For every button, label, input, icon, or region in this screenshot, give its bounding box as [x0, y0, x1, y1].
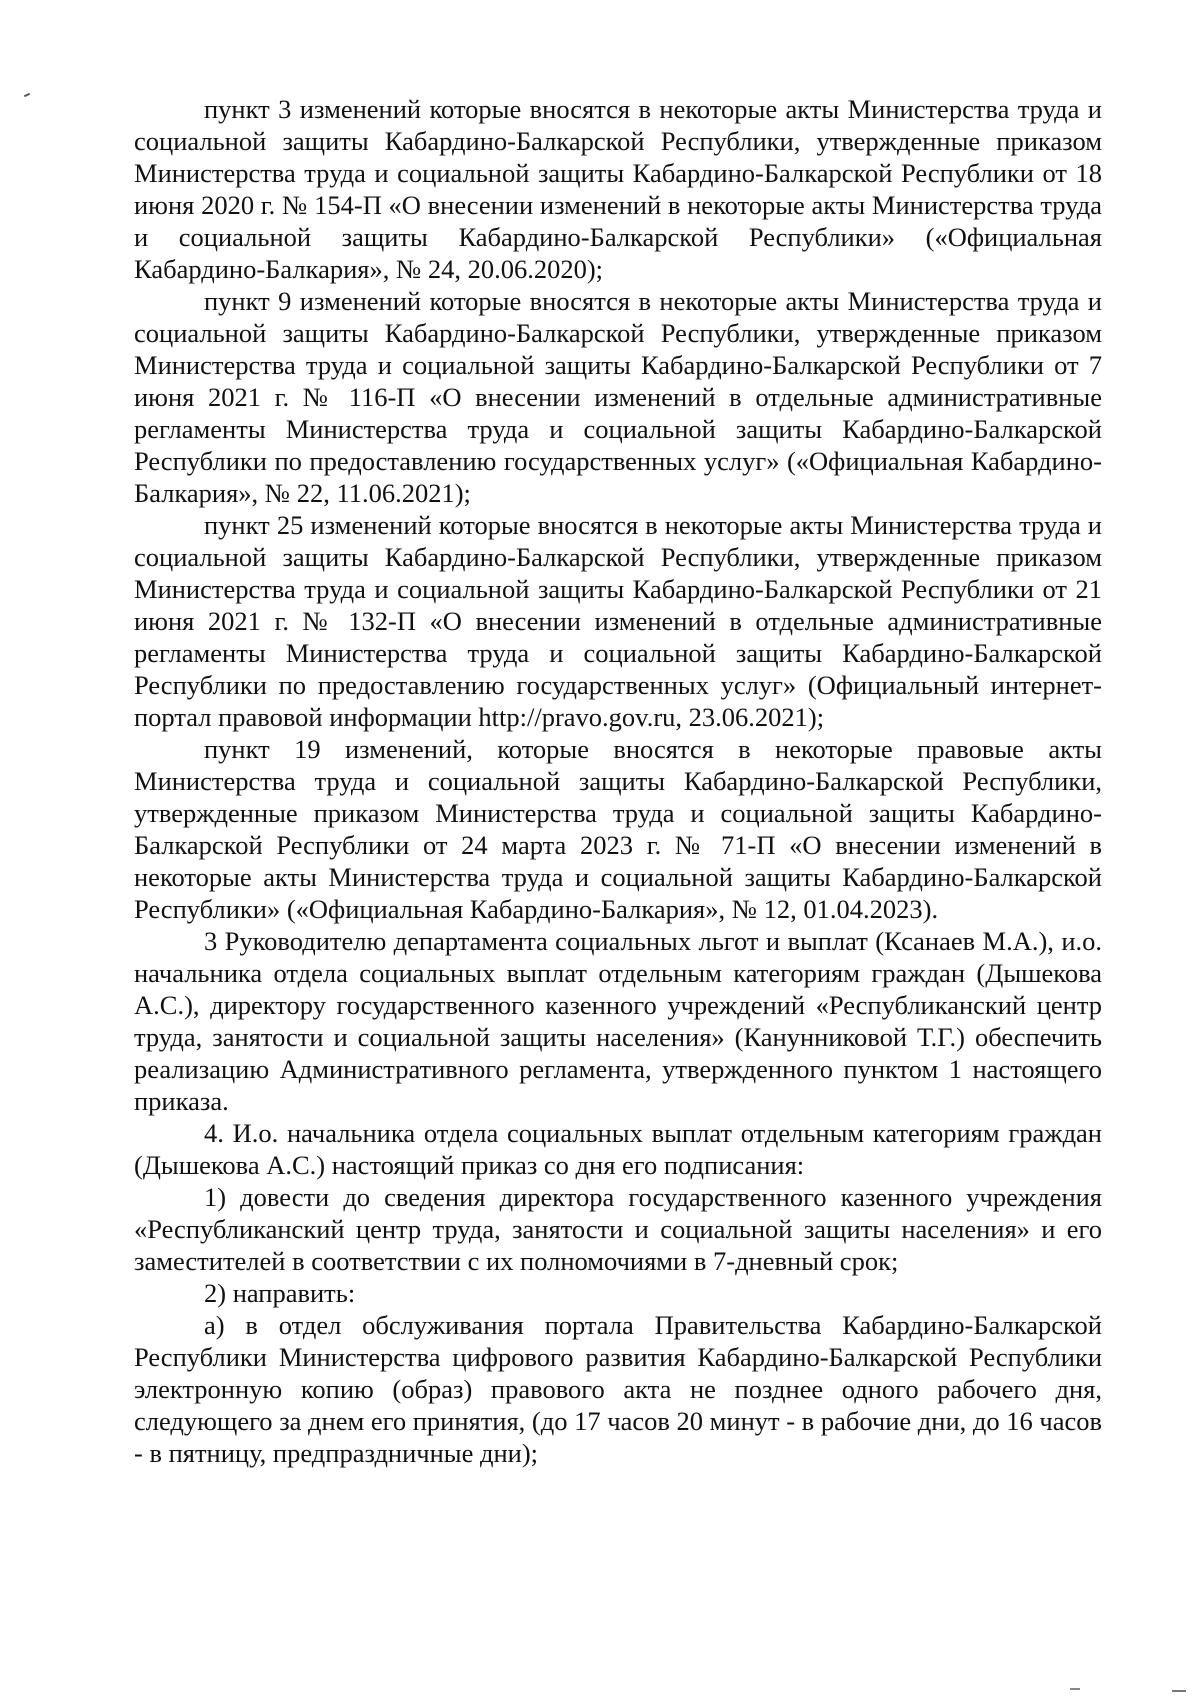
- scan-artifact-bottom: [1070, 1688, 1080, 1690]
- paragraph-clause-4: 4. И.о. начальника отдела социальных выплат отдельным категориям граждан (Дышекова А.С.) настоящий приказ со дня его подписания:: [134, 1118, 1102, 1180]
- paragraph-item-3-2020: пункт 3 изменений которые вносятся в некоторые акты Министерства труда и социальной защиты Кабардино-Балкарской Республики, утвержденные приказом Министерства труда и социальной защиты Кабардино-Балкарской Республики от 18 июня 2020 г. № 154-П «О внесении изменений в некоторые акты Министерства труда и социальной защиты Кабардино-Балкарской Республики» («Официальная Кабардино-Балкария», № 24, 20.06.2020);: [134, 94, 1102, 284]
- paragraph-subclause-2a: а) в отдел обслуживания портала Правительства Кабардино-Балкарской Республики Министерства цифрового развития Кабардино-Балкарской Республики электронную копию (образ) правового акта не позднее одного рабочего дня, следующего за днем его принятия, (до 17 часов 20 минут - в рабочие дни, до 16 часов - в пятницу, предпраздничные дни);: [134, 1310, 1102, 1468]
- paragraph-item-19-2023: пункт 19 изменений, которые вносятся в некоторые правовые акты Министерства труда и социальной защиты Кабардино-Балкарской Республики, утвержденные приказом Министерства труда и социальной защиты Кабардино-Балкарской Республики от 24 марта 2023 г. № 71-П «О внесении изменений в некоторые акты Министерства труда и социальной защиты Кабардино-Балкарской Республики» («Официальная Кабардино-Балкария», № 12, 01.04.2023).: [134, 734, 1102, 924]
- document-page: [134, 93, 1102, 1469]
- scan-artifact-corner: [1172, 1690, 1186, 1692]
- paragraph-item-25-2021: пункт 25 изменений которые вносятся в некоторые акты Министерства труда и социальной защиты Кабардино-Балкарской Республики, утвержденные приказом Министерства труда и социальной защиты Кабардино-Балкарской Республики от 21 июня 2021 г. № 132-П «О внесении изменений в отдельные административные регламенты Министерства труда и социальной защиты Кабардино-Балкарской Республики по предоставлению государственных услуг» (Официальный интернет-портал правовой информации http://pravo.gov.ru, 23.06.2021);: [134, 510, 1102, 732]
- paragraph-item-9-2021: пункт 9 изменений которые вносятся в некоторые акты Министерства труда и социальной защиты Кабардино-Балкарской Республики, утвержденные приказом Министерства труда и социальной защиты Кабардино-Балкарской Республики от 7 июня 2021 г. № 116-П «О внесении изменений в отдельные административные регламенты Министерства труда и социальной защиты Кабардино-Балкарской Республики по предоставлению государственных услуг» («Официальная Кабардино-Балкария», № 22, 11.06.2021);: [134, 286, 1102, 508]
- paragraph-subclause-1: 1) довести до сведения директора государственного казенного учреждения «Республиканский центр труда, занятости и социальной защиты населения» и его заместителей в соответствии с их полномочиями в 7-дневный срок;: [134, 1182, 1102, 1276]
- paragraph-subclause-2: 2) направить:: [204, 1278, 356, 1308]
- paragraph-clause-3: 3 Руководителю департамента социальных льгот и выплат (Ксанаев М.А.), и.о. начальника отдела социальных выплат отдельным категориям граждан (Дышекова А.С.), директору государственного казенного учреждений «Республиканский центр труда, занятости и социальной защиты населения» (Канунниковой Т.Г.) обеспечить реализацию Административного регламента, утвержденного пунктом 1 настоящего приказа.: [134, 926, 1102, 1116]
- scan-artifact-mark: [24, 93, 30, 97]
